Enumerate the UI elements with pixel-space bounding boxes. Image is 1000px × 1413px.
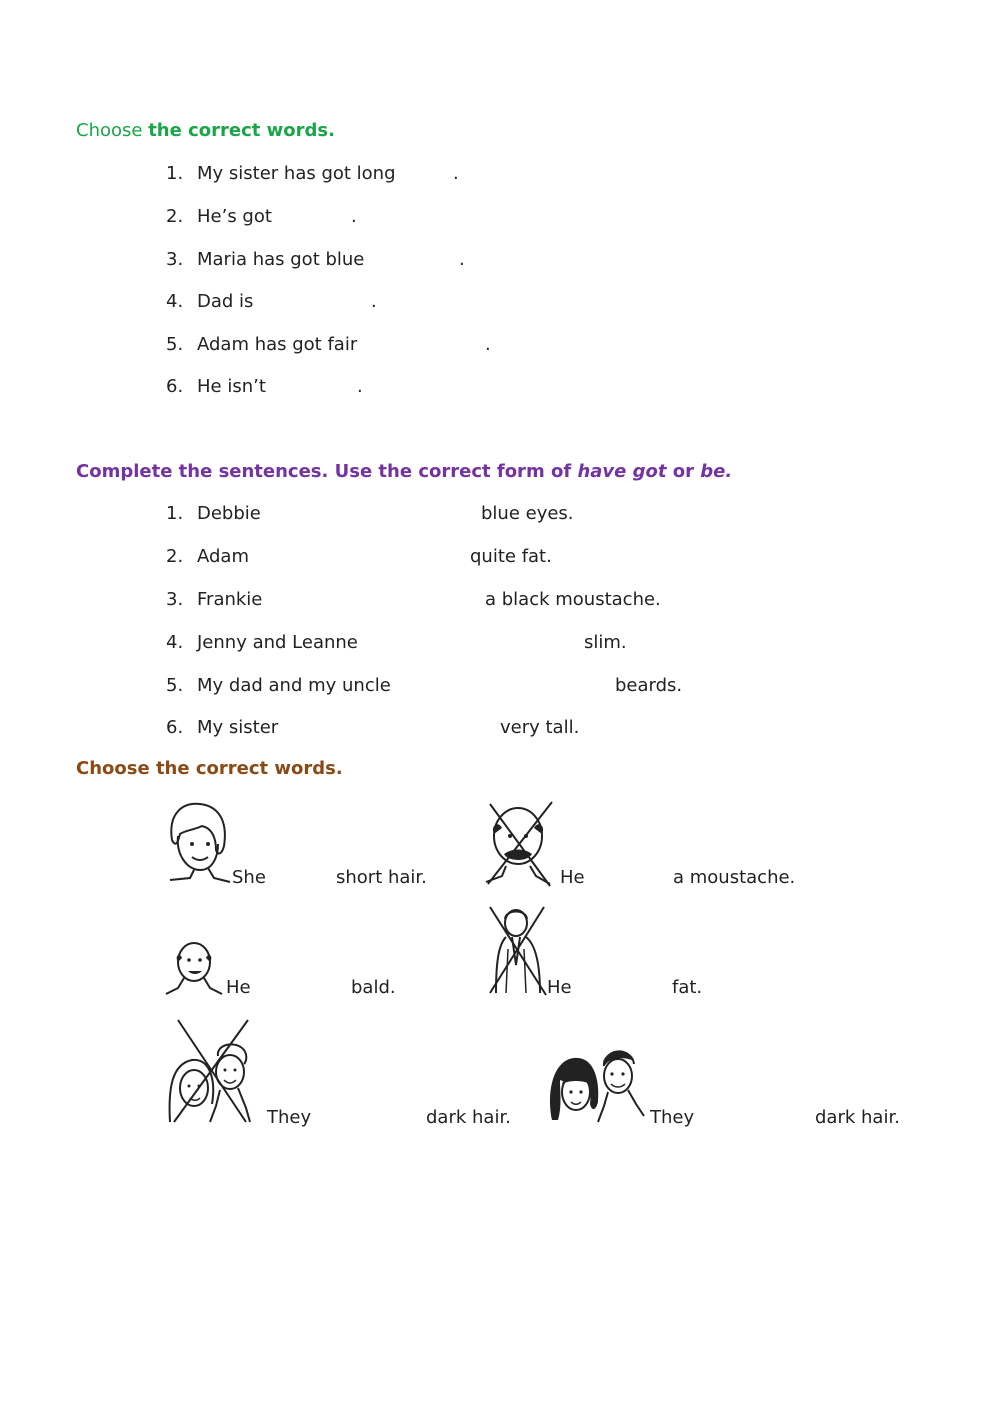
section2-heading-part2: or	[666, 461, 701, 482]
s1-item-text: He’s got	[197, 206, 272, 227]
s3-item-subject: He	[226, 977, 251, 998]
section1-heading-bold: the correct words.	[148, 120, 335, 141]
section2-heading-em2: be.	[700, 461, 733, 482]
moustache-man-crossed-illustration	[484, 800, 556, 888]
s2-item-number: 1.	[166, 503, 184, 524]
s2-item-number: 5.	[166, 675, 184, 696]
s3-item-rest: bald.	[351, 977, 396, 998]
s1-item-text: My sister has got long	[197, 163, 396, 184]
s1-item-period: .	[357, 376, 363, 397]
s3-item-rest: short hair.	[336, 867, 427, 888]
section3-heading: Choose the correct words.	[76, 758, 343, 779]
s2-item-number: 4.	[166, 632, 184, 653]
s2-item-rest: slim.	[584, 632, 627, 653]
s1-item-text: Dad is	[197, 291, 254, 312]
s3-item-subject: He	[547, 977, 572, 998]
s2-item-subject: Frankie	[197, 589, 263, 610]
s1-item-period: .	[351, 206, 357, 227]
s1-item-number: 1.	[166, 163, 184, 184]
s3-item-subject: They	[650, 1107, 695, 1128]
s3-item-subject: They	[267, 1107, 312, 1128]
s3-item-subject: She	[232, 867, 266, 888]
s1-item-period: .	[453, 163, 459, 184]
s2-item-number: 3.	[166, 589, 184, 610]
s2-item-subject: My dad and my uncle	[197, 675, 391, 696]
couple-dark-hair-illustration	[546, 1040, 646, 1126]
s1-item-period: .	[459, 249, 465, 270]
section2-heading-em1: have got	[577, 461, 667, 482]
girl-short-hair-illustration	[164, 800, 234, 886]
s1-item-number: 5.	[166, 334, 184, 355]
s2-item-rest: quite fat.	[470, 546, 552, 567]
s1-item-number: 3.	[166, 249, 184, 270]
s1-item-number: 2.	[166, 206, 184, 227]
s2-item-rest: a black moustache.	[485, 589, 661, 610]
bald-man-illustration	[164, 938, 224, 998]
s1-item-period: .	[485, 334, 491, 355]
s2-item-rest: blue eyes.	[481, 503, 574, 524]
s2-item-rest: very tall.	[500, 717, 580, 738]
section1-heading-plain: Choose	[76, 120, 149, 141]
s1-item-period: .	[371, 291, 377, 312]
s3-item-rest: a moustache.	[673, 867, 796, 888]
s3-item-rest: dark hair.	[815, 1107, 900, 1128]
s2-item-subject: Adam	[197, 546, 249, 567]
couple-crossed-illustration	[166, 1018, 252, 1126]
s3-item-rest: dark hair.	[426, 1107, 511, 1128]
s3-item-subject: He	[560, 867, 585, 888]
s1-item-text: He isn’t	[197, 376, 266, 397]
s1-item-text: Maria has got blue	[197, 249, 365, 270]
s2-item-number: 2.	[166, 546, 184, 567]
s2-item-subject: Jenny and Leanne	[197, 632, 358, 653]
section2-heading	[76, 461, 732, 482]
s1-item-number: 4.	[166, 291, 184, 312]
s2-item-rest: beards.	[615, 675, 683, 696]
s1-item-text: Adam has got fair	[197, 334, 358, 355]
thin-man-crossed-illustration	[488, 905, 548, 997]
section1-heading	[76, 120, 335, 141]
s2-item-subject: Debbie	[197, 503, 261, 524]
s2-item-subject: My sister	[197, 717, 279, 738]
s1-item-number: 6.	[166, 376, 184, 397]
section2-heading-part1: Complete the sentences. Use the correct form of	[76, 461, 578, 482]
s3-item-rest: fat.	[672, 977, 703, 998]
s2-item-number: 6.	[166, 717, 184, 738]
